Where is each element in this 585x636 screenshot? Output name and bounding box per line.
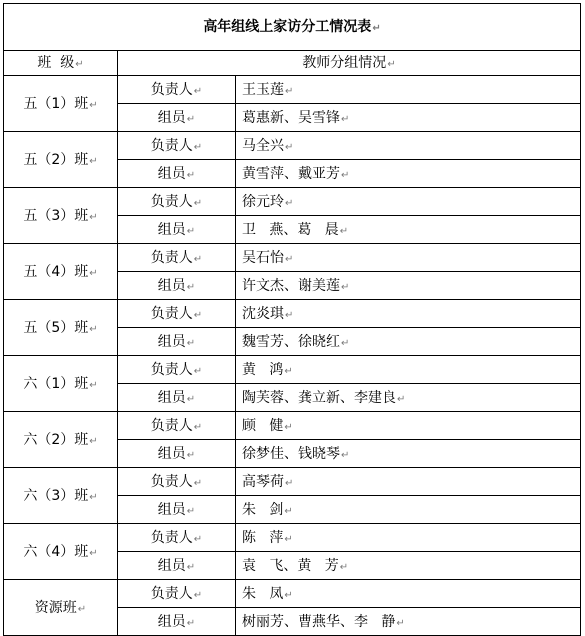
paragraph-mark-icon: ↵: [341, 449, 350, 461]
paragraph-mark-icon: ↵: [89, 491, 98, 503]
member-names: 树丽芳、曹燕华、李 静: [242, 613, 396, 630]
paragraph-mark-icon: ↵: [186, 281, 196, 293]
paragraph-mark-icon: ↵: [193, 141, 203, 153]
role-lead-label: 负责人: [150, 417, 193, 434]
class-name: 五（5）班: [23, 319, 89, 336]
member-names-cell: [236, 328, 581, 356]
role-member-label: 组员: [157, 109, 186, 126]
paragraph-mark-icon: ↵: [341, 281, 350, 293]
lead-name: 朱 凤: [242, 585, 284, 602]
paragraph-mark-icon: ↵: [339, 225, 349, 237]
class-name: 资源班: [34, 599, 77, 616]
lead-name: 沈炎琪: [242, 305, 284, 322]
class-name-cell: [4, 300, 118, 356]
class-name-cell: [4, 244, 118, 300]
class-name: 六（4）班: [23, 543, 89, 560]
role-lead-cell: [118, 412, 236, 440]
class-name: 五（1）班: [23, 95, 89, 112]
role-lead-cell: [118, 76, 236, 104]
role-lead-cell: [118, 188, 236, 216]
member-names-cell: [236, 384, 581, 412]
member-names: 朱 剑: [242, 501, 284, 518]
member-names-cell: [236, 104, 581, 132]
paragraph-mark-icon: ↵: [339, 561, 349, 573]
class-name-cell: [4, 188, 118, 244]
role-member-cell: [118, 104, 236, 132]
paragraph-mark-icon: ↵: [89, 379, 98, 391]
paragraph-mark-icon: ↵: [341, 337, 350, 349]
member-names-cell: [236, 272, 581, 300]
member-names-cell: [236, 608, 581, 636]
lead-name: 陈 萍: [242, 529, 284, 546]
role-lead-cell: [118, 580, 236, 608]
table-title-cell: [4, 4, 581, 51]
member-names: 许文杰、谢美莲: [242, 277, 340, 294]
paragraph-mark-icon: ↵: [341, 169, 350, 181]
class-name-cell: [4, 524, 118, 580]
paragraph-mark-icon: ↵: [89, 323, 98, 335]
role-lead-cell: [118, 300, 236, 328]
paragraph-mark-icon: ↵: [193, 365, 203, 377]
paragraph-mark-icon: ↵: [285, 309, 294, 321]
role-member-label: 组员: [157, 165, 186, 182]
paragraph-mark-icon: ↵: [284, 533, 293, 545]
paragraph-mark-icon: ↵: [397, 393, 406, 405]
paragraph-mark-icon: ↵: [285, 85, 294, 97]
member-names-cell: [236, 440, 581, 468]
role-member-cell: [118, 552, 236, 580]
lead-name-cell: [236, 356, 581, 384]
paragraph-mark-icon: ↵: [89, 211, 98, 223]
paragraph-mark-icon: ↵: [193, 253, 203, 265]
table-row-lead: [4, 300, 581, 328]
lead-name-cell: [236, 132, 581, 160]
paragraph-mark-icon: ↵: [186, 393, 196, 405]
lead-name: 马全兴: [242, 137, 284, 154]
role-member-cell: [118, 216, 236, 244]
table-row-lead: [4, 356, 581, 384]
visit-assignment-table: [3, 3, 581, 636]
role-member-label: 组员: [157, 557, 186, 574]
role-lead-label: 负责人: [150, 137, 193, 154]
paragraph-mark-icon: ↵: [186, 561, 196, 573]
paragraph-mark-icon: ↵: [284, 421, 293, 433]
table-body: [4, 4, 581, 636]
role-lead-cell: [118, 244, 236, 272]
paragraph-mark-icon: ↵: [285, 477, 294, 489]
lead-name: 黄 鸿: [242, 361, 284, 378]
member-names-cell: [236, 552, 581, 580]
paragraph-mark-icon: ↵: [193, 421, 203, 433]
paragraph-mark-icon: ↵: [186, 113, 196, 125]
paragraph-mark-icon: ↵: [193, 197, 203, 209]
lead-name: 徐元玲: [242, 193, 284, 210]
paragraph-mark-icon: ↵: [193, 309, 203, 321]
paragraph-mark-icon: ↵: [396, 617, 405, 629]
lead-name-cell: [236, 524, 581, 552]
member-names-cell: [236, 160, 581, 188]
paragraph-mark-icon: ↵: [89, 547, 98, 559]
class-name-cell: [4, 132, 118, 188]
role-lead-label: 负责人: [150, 249, 193, 266]
paragraph-mark-icon: ↵: [387, 59, 396, 70]
paragraph-mark-icon: ↵: [372, 23, 381, 34]
role-member-label: 组员: [157, 389, 186, 406]
role-member-label: 组员: [157, 277, 186, 294]
lead-name-cell: [236, 76, 581, 104]
member-names: 魏雪芳、徐晓红: [242, 333, 340, 350]
title-row: [4, 4, 581, 51]
role-member-cell: [118, 440, 236, 468]
paragraph-mark-icon: ↵: [186, 225, 196, 237]
document-page: [3, 3, 580, 630]
role-member-cell: [118, 608, 236, 636]
class-name: 六（1）班: [23, 375, 89, 392]
role-member-cell: [118, 272, 236, 300]
role-lead-label: 负责人: [150, 361, 193, 378]
paragraph-mark-icon: ↵: [284, 505, 293, 517]
paragraph-mark-icon: ↵: [186, 169, 196, 181]
class-name-cell: [4, 580, 118, 636]
role-member-label: 组员: [157, 613, 186, 630]
role-lead-cell: [118, 356, 236, 384]
role-member-label: 组员: [157, 221, 186, 238]
lead-name: 高琴荷: [242, 473, 284, 490]
lead-name: 王玉莲: [242, 81, 284, 98]
paragraph-mark-icon: ↵: [186, 505, 196, 517]
table-title: 高年组线上家访分工情况表: [203, 19, 372, 35]
lead-name-cell: [236, 412, 581, 440]
role-lead-cell: [118, 132, 236, 160]
header-class-label: 班 级: [37, 55, 75, 71]
member-names-cell: [236, 496, 581, 524]
class-name: 五（2）班: [23, 151, 89, 168]
header-teacher-cell: [118, 51, 581, 76]
member-names: 黄雪萍、戴亚芳: [242, 165, 340, 182]
table-row-lead: [4, 524, 581, 552]
role-member-cell: [118, 160, 236, 188]
lead-name: 吴石怡: [242, 249, 284, 266]
class-name: 五（3）班: [23, 207, 89, 224]
class-name-cell: [4, 76, 118, 132]
table-row-lead: [4, 580, 581, 608]
paragraph-mark-icon: ↵: [285, 197, 294, 209]
member-names: 陶芙蓉、龚立新、李建良: [242, 389, 396, 406]
paragraph-mark-icon: ↵: [75, 59, 84, 70]
role-member-label: 组员: [157, 501, 186, 518]
table-row-lead: [4, 468, 581, 496]
header-row: [4, 51, 581, 76]
table-row-lead: [4, 76, 581, 104]
lead-name-cell: [236, 300, 581, 328]
member-names-cell: [236, 216, 581, 244]
table-row-lead: [4, 244, 581, 272]
lead-name: 顾 健: [242, 417, 284, 434]
role-lead-label: 负责人: [150, 473, 193, 490]
class-name-cell: [4, 468, 118, 524]
role-lead-label: 负责人: [150, 529, 193, 546]
paragraph-mark-icon: ↵: [186, 337, 196, 349]
role-lead-label: 负责人: [150, 81, 193, 98]
paragraph-mark-icon: ↵: [193, 533, 203, 545]
header-teacher-label: 教师分组情况: [302, 55, 387, 71]
paragraph-mark-icon: ↵: [193, 477, 203, 489]
paragraph-mark-icon: ↵: [89, 155, 98, 167]
role-lead-label: 负责人: [150, 305, 193, 322]
lead-name-cell: [236, 244, 581, 272]
role-member-cell: [118, 496, 236, 524]
lead-name-cell: [236, 188, 581, 216]
table-row-lead: [4, 188, 581, 216]
role-lead-label: 负责人: [150, 585, 193, 602]
member-names: 葛惠新、吴雪锋: [242, 109, 340, 126]
paragraph-mark-icon: ↵: [284, 589, 293, 601]
paragraph-mark-icon: ↵: [89, 435, 98, 447]
lead-name-cell: [236, 580, 581, 608]
table-row-lead: [4, 132, 581, 160]
class-name-cell: [4, 356, 118, 412]
class-name-cell: [4, 412, 118, 468]
paragraph-mark-icon: ↵: [89, 267, 98, 279]
paragraph-mark-icon: ↵: [186, 449, 196, 461]
paragraph-mark-icon: ↵: [285, 141, 294, 153]
role-lead-cell: [118, 524, 236, 552]
member-names: 卫 燕、葛 晨: [242, 221, 339, 238]
paragraph-mark-icon: ↵: [284, 365, 293, 377]
class-name: 六（2）班: [23, 431, 89, 448]
header-class-cell: [4, 51, 118, 76]
paragraph-mark-icon: ↵: [341, 113, 350, 125]
role-member-cell: [118, 384, 236, 412]
role-member-label: 组员: [157, 333, 186, 350]
role-lead-cell: [118, 468, 236, 496]
lead-name-cell: [236, 468, 581, 496]
role-member-cell: [118, 328, 236, 356]
paragraph-mark-icon: ↵: [285, 253, 294, 265]
paragraph-mark-icon: ↵: [186, 617, 196, 629]
paragraph-mark-icon: ↵: [89, 99, 98, 111]
member-names: 徐梦佳、钱晓琴: [242, 445, 340, 462]
paragraph-mark-icon: ↵: [193, 85, 203, 97]
paragraph-mark-icon: ↵: [77, 603, 87, 615]
class-name: 五（4）班: [23, 263, 89, 280]
role-member-label: 组员: [157, 445, 186, 462]
table-row-lead: [4, 412, 581, 440]
member-names: 袁 飞、黄 芳: [242, 557, 339, 574]
role-lead-label: 负责人: [150, 193, 193, 210]
paragraph-mark-icon: ↵: [193, 589, 203, 601]
class-name: 六（3）班: [23, 487, 89, 504]
